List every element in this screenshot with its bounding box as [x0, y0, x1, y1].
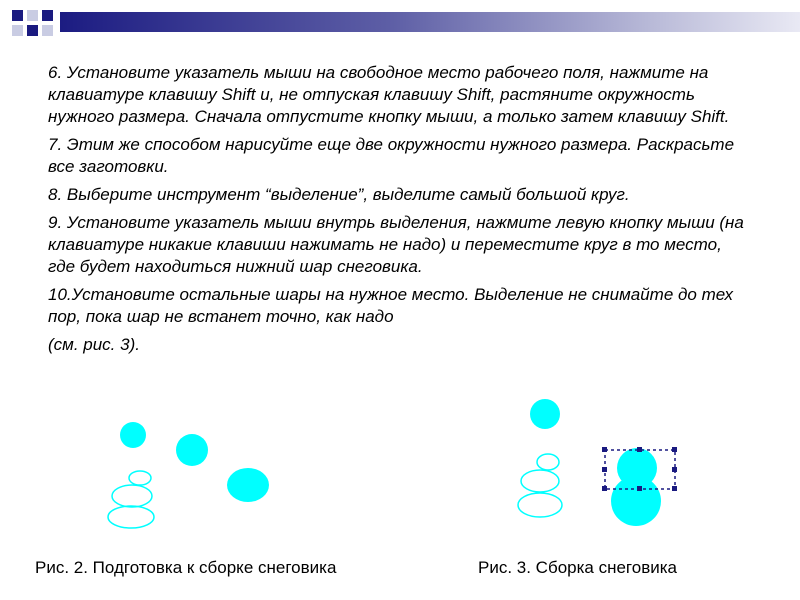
instruction-step-8: 8. Выберите инструмент “выделение”, выделите самый большой круг. [48, 185, 630, 204]
medium-ball-filled [176, 434, 208, 466]
selection-handle[interactable] [602, 486, 607, 491]
selection-handle[interactable] [672, 447, 677, 452]
selection-handle[interactable] [637, 486, 642, 491]
figure-2-preparation [108, 422, 269, 528]
figure-3-assembly [518, 399, 677, 526]
instruction-step-7: 7. Этим же способом нарисуйте еще две окружности нужного размера. Раскрасьте все заготовки. [48, 135, 735, 176]
figure-2-caption: Рис. 2. Подготовка к сборке снеговика [35, 558, 337, 577]
snowman-outline-top [537, 454, 559, 470]
selection-handle[interactable] [637, 447, 642, 452]
selection-handle[interactable] [602, 467, 607, 472]
snowman-outline-bottom [518, 493, 562, 517]
snowman-middle-ball-selected [617, 448, 657, 488]
figure-reference: (см. рис. 3). [48, 335, 140, 354]
selection-handle[interactable] [672, 486, 677, 491]
large-ball-filled [227, 468, 269, 502]
small-ball-filled [120, 422, 146, 448]
instruction-step-6: 6. Установите указатель мыши на свободное место рабочего поля, нажмите на клавиатуре клавишу Shift и, не отпуская клавишу Shift, растяните окружность нужного размера. Сначала отпустите кнопку мыши, а только затем клавишу Shift. [48, 63, 730, 126]
selection-handle[interactable] [672, 467, 677, 472]
medium-circle-outline [112, 485, 152, 507]
snowman-outline-middle [521, 470, 559, 492]
instruction-step-9: 9. Установите указатель мыши внутрь выделения, нажмите левую кнопку мыши (на клавиатуре никакие клавиши нажимать не надо) и переместите круг в то место, где будет находиться нижний шар снеговика. [48, 213, 744, 276]
selection-handle[interactable] [602, 447, 607, 452]
instruction-step-10-text: 10.Установите остальные шары на нужное место. Выделение не снимайте до тех пор, пока шар не встанет точно, как надо [48, 285, 733, 326]
snowman-head-ball [530, 399, 560, 429]
large-circle-outline [108, 506, 154, 528]
small-circle-outline [129, 471, 151, 485]
figure-3-caption: Рис. 3. Сборка снеговика [478, 558, 678, 577]
